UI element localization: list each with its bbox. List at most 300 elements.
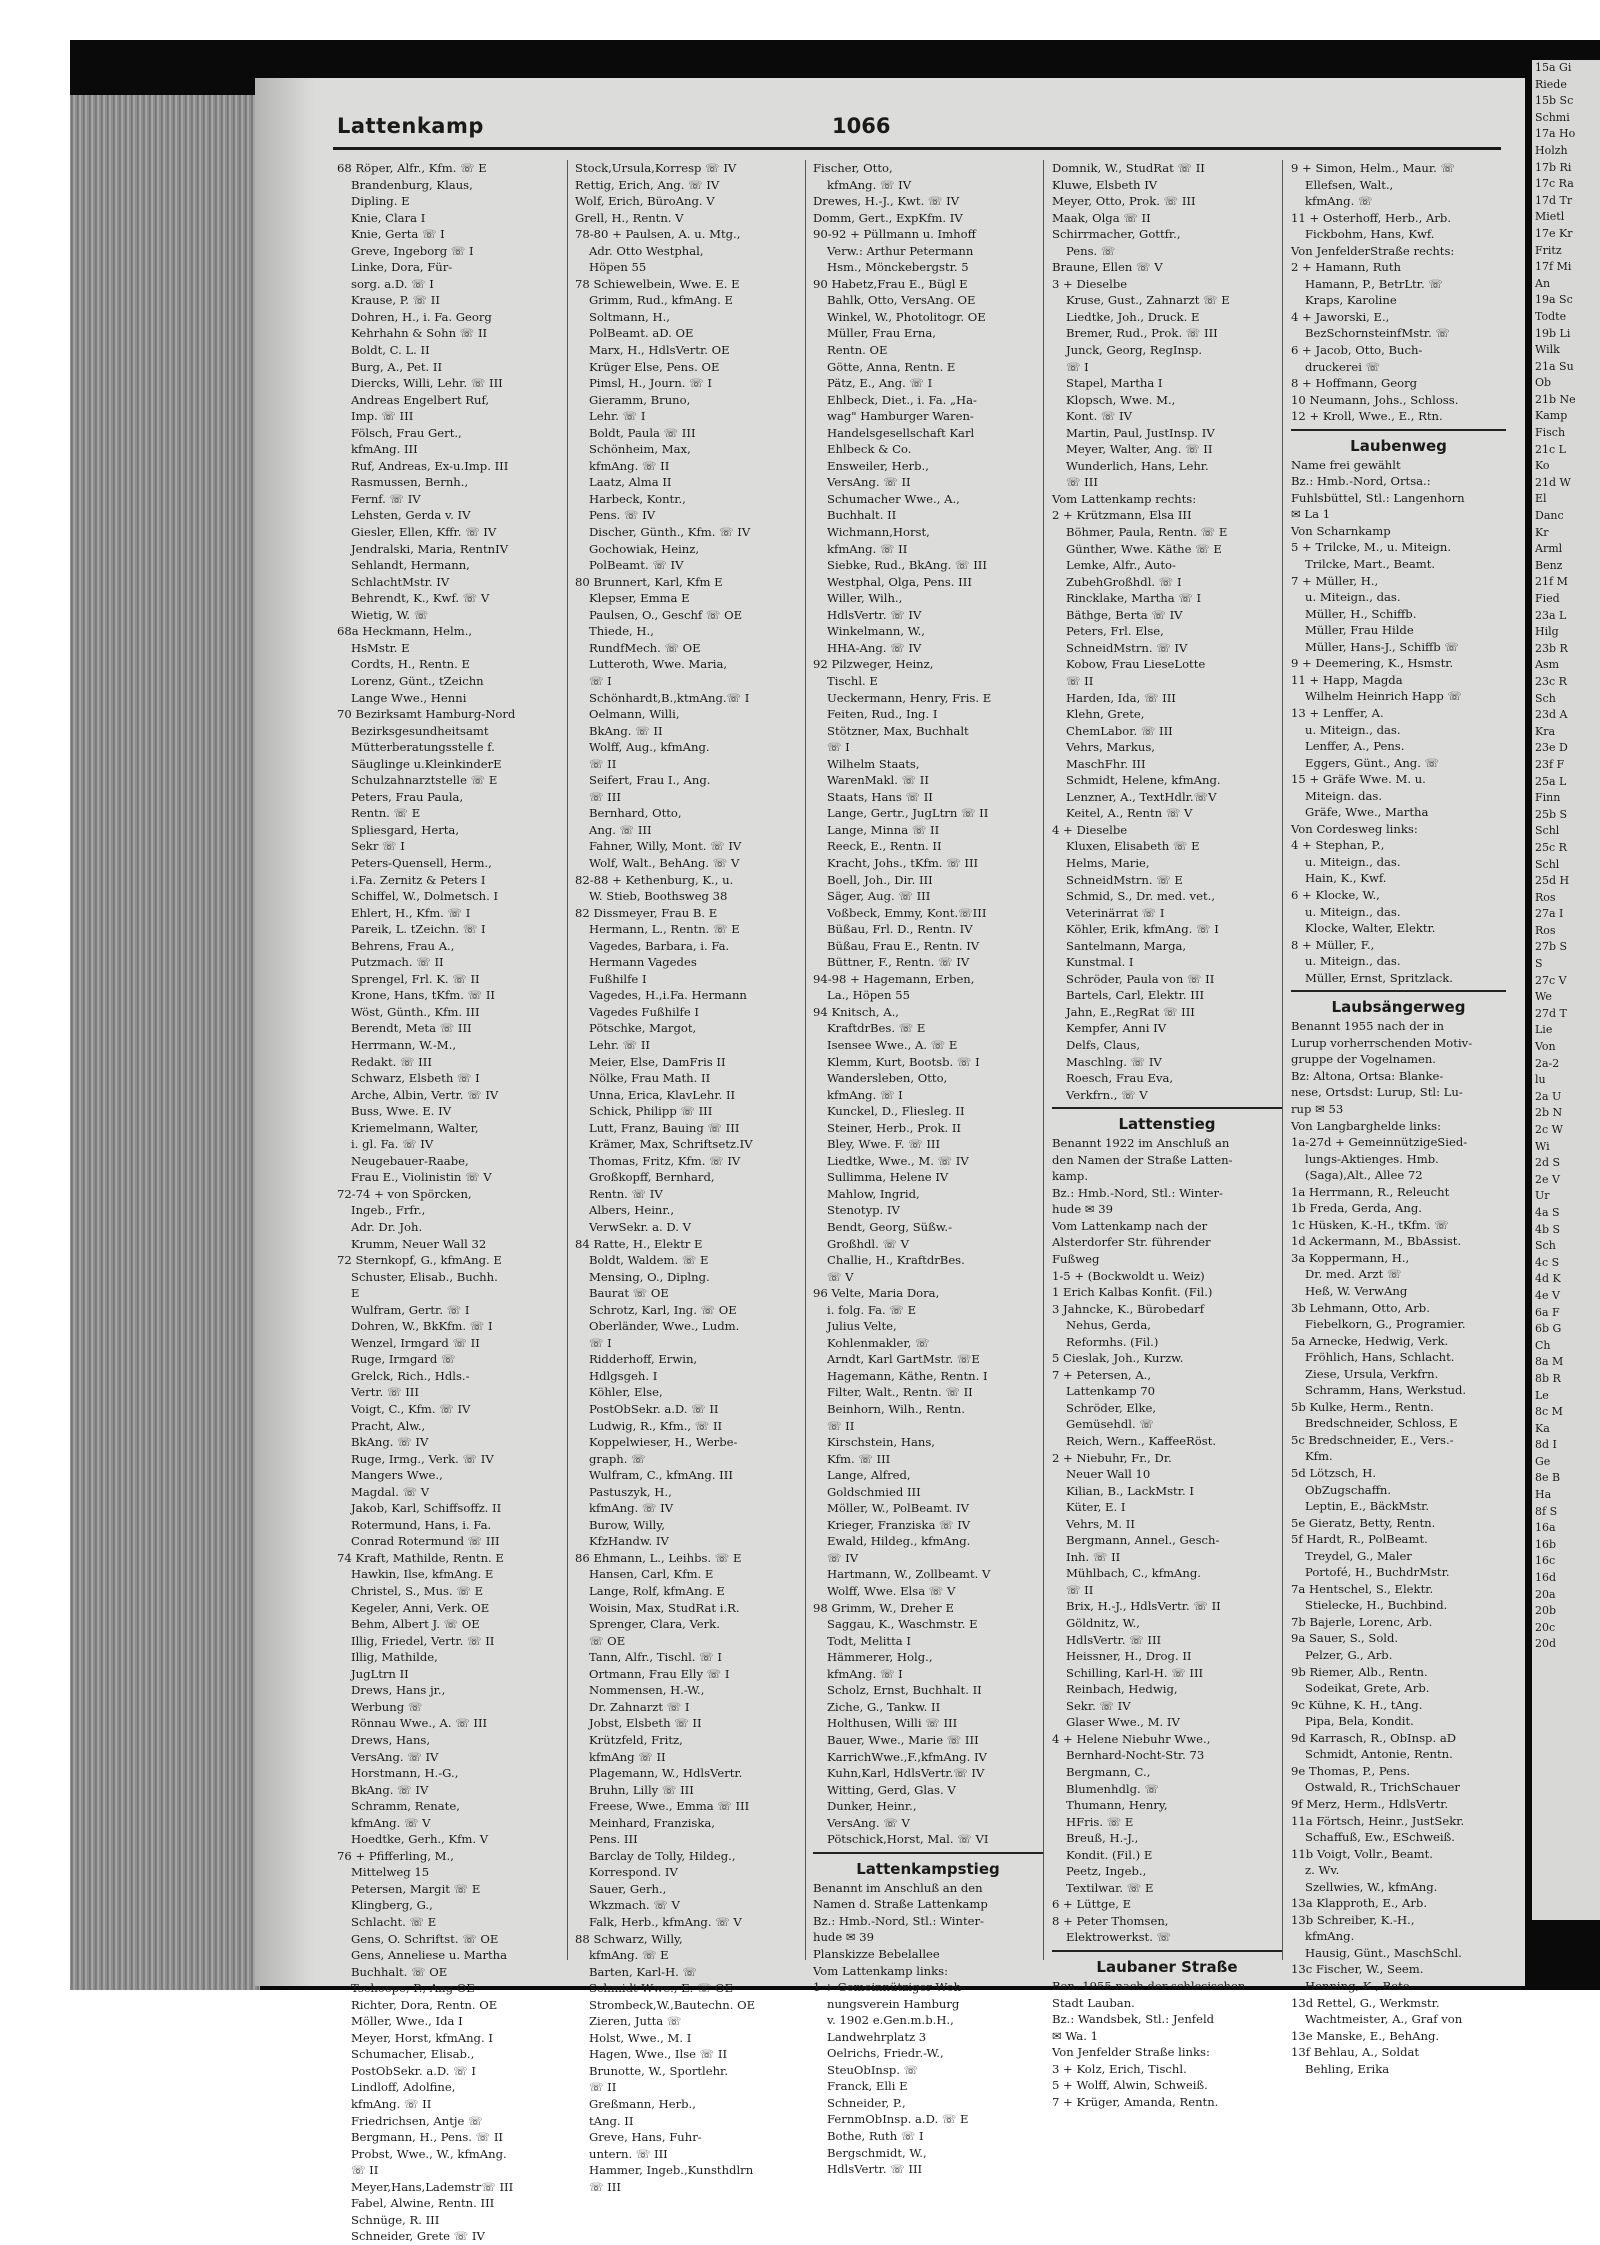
directory-entry: Oelmann, Willi, bbox=[589, 707, 680, 722]
directory-entry: Linke, Dora, Für- bbox=[351, 260, 453, 275]
directory-entry: Unna, Erica, KlavLehr. II bbox=[589, 1087, 736, 1102]
next-page-fragment: 16a bbox=[1535, 1521, 1556, 1535]
directory-entry: Spliesgard, Herta, bbox=[351, 822, 460, 837]
next-page-fragment: Schmi bbox=[1535, 110, 1570, 124]
next-page-fragment: 25d H bbox=[1535, 874, 1570, 888]
street-entry: 3a Koppermann, H., bbox=[1291, 1250, 1410, 1265]
directory-entry: Greve, Hans, Fuhr- bbox=[589, 2130, 702, 2145]
next-page-fragment: Riede bbox=[1535, 77, 1567, 91]
directory-entry: Behm, Albert J. ☏ OE bbox=[351, 1617, 480, 1632]
directory-entry: Willer, Wilh., bbox=[827, 591, 903, 606]
directory-entry: ☏ II bbox=[827, 1418, 855, 1433]
directory-entry: Krützfeld, Fritz, bbox=[589, 1732, 683, 1747]
street-entry: 9a Sauer, S., Sold. bbox=[1291, 1631, 1399, 1646]
next-page-fragment: 20c bbox=[1535, 1620, 1556, 1634]
street-section bbox=[1052, 1950, 1282, 2110]
street-title: Laubsängerweg bbox=[1331, 998, 1466, 1017]
street-entry: Pipa, Bela, Kondit. bbox=[1305, 1714, 1414, 1729]
directory-entry: Martin, Paul, JustInsp. IV bbox=[1066, 425, 1215, 440]
directory-entry: 76 + Pfifferling, M., bbox=[337, 1848, 454, 1863]
directory-entry: Hsm., Mönckebergstr. 5 bbox=[827, 260, 969, 275]
street-entry: Bz: Altona, Ortsa: Blanke- bbox=[1291, 1068, 1444, 1083]
street-entry: Gräfe, Wwe., Martha bbox=[1305, 805, 1429, 820]
next-page-fragment: 19a Sc bbox=[1535, 293, 1573, 307]
directory-entry: ☏ II bbox=[589, 2080, 617, 2095]
directory-entry: Wolf, Walt., BehAng. ☏ V bbox=[589, 855, 740, 870]
directory-entry: Siebke, Rud., BkAng. ☏ III bbox=[827, 558, 987, 573]
directory-entry: 10 Neumann, Johs., Schloss. bbox=[1291, 392, 1459, 407]
next-page-fragment: An bbox=[1535, 276, 1551, 290]
directory-entry: Neugebauer-Raabe, bbox=[351, 1153, 469, 1168]
street-entry: 13d Rettel, G., Werkmstr. bbox=[1291, 1995, 1440, 2010]
directory-entry: kfmAng. ☏ I bbox=[827, 1087, 903, 1102]
next-page-fragment: Wilk bbox=[1535, 343, 1560, 357]
street-entry: 8 + Müller, F., bbox=[1291, 937, 1375, 952]
street-entry: 7b Bajerle, Lorenc, Arb. bbox=[1291, 1614, 1433, 1629]
street-entry: ✉ La 1 bbox=[1291, 507, 1331, 522]
directory-entry: Schröder, Paula von ☏ II bbox=[1066, 971, 1215, 986]
next-page-fragment: 8c M bbox=[1535, 1405, 1563, 1419]
street-entry: 3 Jahncke, K., Bürobedarf bbox=[1052, 1301, 1204, 1316]
street-entry: Sodeikat, Grete, Arb. bbox=[1305, 1681, 1430, 1696]
directory-entry: Lutteroth, Wwe. Maria, bbox=[589, 657, 728, 672]
street-entry: Thumann, Henry, bbox=[1066, 1798, 1168, 1813]
directory-entry: Pätz, E., Ang. ☏ I bbox=[827, 376, 933, 391]
next-page-fragment: 17d Tr bbox=[1535, 193, 1573, 207]
street-entry: Schmidt, Antonie, Rentn. bbox=[1305, 1747, 1453, 1762]
street-entry: Treydel, G., Maler bbox=[1305, 1548, 1412, 1563]
directory-entry: i. folg. Fa. ☏ E bbox=[827, 1302, 917, 1317]
directory-entry: Baurat ☏ OE bbox=[589, 1286, 669, 1301]
next-page-fragment: 20a bbox=[1535, 1587, 1556, 1601]
directory-entry: i. gl. Fa. ☏ IV bbox=[351, 1137, 434, 1152]
street-entry: 1 + Gemeinnütziger Woh- bbox=[813, 1980, 966, 1995]
directory-entry: Hartmann, W., Zollbeamt. V bbox=[827, 1567, 991, 1582]
next-page-fragment: 2b N bbox=[1535, 1106, 1563, 1120]
directory-entry: Wandersleben, Otto, bbox=[827, 1071, 948, 1086]
directory-entry: ☏ III bbox=[589, 2179, 621, 2194]
directory-entry: ☏ II bbox=[589, 756, 617, 771]
directory-entry: Behrendt, K., Kwf. ☏ V bbox=[351, 591, 490, 606]
next-page-fragment: 23f F bbox=[1535, 757, 1565, 771]
directory-entry: Albers, Heinr., bbox=[589, 1203, 675, 1218]
directory-entry: Discher, Günth., Kfm. ☏ IV bbox=[589, 525, 751, 540]
directory-entry: ☏ V bbox=[827, 1269, 854, 1284]
directory-entry: Mangers Wwe., bbox=[351, 1468, 443, 1483]
directory-entry: 68a Heckmann, Helm., bbox=[337, 624, 473, 639]
street-entry: Inh. ☏ II bbox=[1066, 1549, 1121, 1564]
street-entry: Vom Lattenkamp links: bbox=[813, 1963, 949, 1978]
directory-entry: Falk, Herb., kfmAng. ☏ V bbox=[589, 1914, 742, 1929]
street-section bbox=[1291, 990, 1506, 2077]
street-entry: Vom Lattenkamp nach der bbox=[1052, 1218, 1208, 1233]
directory-entry: W. Stieb, Boothsweg 38 bbox=[589, 889, 728, 904]
page-number: 1066 bbox=[832, 114, 891, 138]
street-entry: 6 + Klocke, W., bbox=[1291, 887, 1380, 902]
directory-entry: Seifert, Frau I., Ang. bbox=[589, 773, 711, 788]
directory-entry: Kriemelmann, Walter, bbox=[351, 1120, 479, 1135]
street-entry: Heissner, H., Drog. II bbox=[1066, 1649, 1192, 1664]
next-page-fragment: 4c S bbox=[1535, 1255, 1560, 1269]
directory-entry: Harden, Ida, ☏ III bbox=[1066, 690, 1176, 705]
directory-entry: Barclay de Tolly, Hildeg., bbox=[589, 1848, 736, 1863]
directory-entry: Fernf. ☏ IV bbox=[351, 491, 421, 506]
street-entry: Schaffuß, Ew., ESchweiß. bbox=[1305, 1830, 1455, 1845]
street-entry: Szellwies, W., kfmAng. bbox=[1305, 1879, 1438, 1894]
directory-entry: Berendt, Meta ☏ III bbox=[351, 1021, 472, 1036]
street-title: Laubaner Straße bbox=[1096, 1957, 1238, 1976]
directory-entry: Kegeler, Anni, Verk. OE bbox=[351, 1600, 490, 1615]
street-entry: Reich, Wern., KaffeeRöst. bbox=[1066, 1434, 1217, 1449]
directory-column-3 bbox=[813, 160, 1044, 2177]
directory-entry: Ruge, Irmgard ☏ bbox=[351, 1352, 456, 1367]
next-page-fragment: 2a U bbox=[1535, 1089, 1562, 1103]
directory-entry: Ingeb., Frfr., bbox=[351, 1203, 426, 1218]
directory-entry: Mütterberatungsstelle f. bbox=[351, 740, 495, 755]
directory-entry: Buchhalt. ☏ OE bbox=[351, 1964, 448, 1979]
directory-entry: Vagedes Fußhilfe I bbox=[589, 1004, 699, 1019]
directory-entry: Kluwe, Elsbeth IV bbox=[1052, 177, 1158, 192]
next-page-fragment: 4d K bbox=[1535, 1272, 1561, 1286]
directory-entry: HHA-Ang. ☏ IV bbox=[827, 640, 922, 655]
next-page-fragment: 15b Sc bbox=[1535, 94, 1574, 108]
directory-entry: ☏ IV bbox=[827, 1550, 859, 1565]
directory-entry: kfmAng. ☏ I bbox=[827, 1666, 903, 1681]
street-entry: Blumenhdlg. ☏ bbox=[1066, 1781, 1159, 1796]
directory-entry: Voßbeck, Emmy, Kont.☏III bbox=[827, 905, 987, 920]
directory-entry: Rentn. OE bbox=[827, 343, 888, 358]
street-entry: Lattenkamp 70 bbox=[1066, 1384, 1156, 1399]
next-page-fragment: Ge bbox=[1535, 1454, 1551, 1468]
directory-entry: Böhmer, Paula, Rentn. ☏ E bbox=[1066, 525, 1228, 540]
directory-entry: KfzHandw. IV bbox=[589, 1534, 669, 1549]
directory-entry: Bartels, Carl, Elektr. III bbox=[1066, 988, 1205, 1003]
directory-entry: Jakob, Karl, Schiffsoffz. II bbox=[351, 1501, 502, 1516]
next-page-fragment: 2a-2 bbox=[1535, 1056, 1560, 1070]
directory-entry: Bahlk, Otto, VersAng. OE bbox=[827, 293, 976, 308]
next-page-fragment: 25b S bbox=[1535, 807, 1568, 821]
directory-entry: Vagedes, H.,i.Fa. Hermann bbox=[589, 988, 747, 1003]
next-page-fragment: Schl bbox=[1535, 824, 1560, 838]
directory-entry: 8 + Hoffmann, Georg bbox=[1291, 376, 1418, 391]
directory-entry: Liedtke, Wwe., M. ☏ IV bbox=[827, 1153, 969, 1168]
directory-entry: Bezirksgesundheitsamt bbox=[351, 723, 489, 738]
directory-entry: Braune, Ellen ☏ V bbox=[1052, 260, 1163, 275]
directory-entry: Wulfram, Gertr. ☏ I bbox=[351, 1302, 470, 1317]
street-entry: Bz.: Hmb.-Nord, Ortsa.: bbox=[1291, 474, 1431, 489]
directory-entry: 74 Kraft, Mathilde, Rentn. E bbox=[337, 1550, 504, 1565]
street-entry: Schneider, P., bbox=[827, 2095, 906, 2110]
street-entry: Lenffer, A., Pens. bbox=[1305, 739, 1405, 754]
directory-entry: Ensweiler, Herb., bbox=[827, 458, 929, 473]
street-entry: Bergmann, Annel., Gesch- bbox=[1066, 1533, 1220, 1548]
next-page-fragment: Ko bbox=[1535, 459, 1550, 473]
directory-entry: 4 + Jaworski, E., bbox=[1291, 309, 1390, 324]
directory-entry: VersAng. ☏ IV bbox=[351, 1749, 439, 1764]
next-page-fragment: Asm bbox=[1535, 658, 1560, 672]
directory-entry: Jahn, E.,RegRat ☏ III bbox=[1066, 1004, 1195, 1019]
directory-entry: Kluxen, Elisabeth ☏ E bbox=[1066, 839, 1200, 854]
directory-entry: Winkelmann, W., bbox=[827, 624, 925, 639]
directory-entry: ☏ III bbox=[1066, 475, 1098, 490]
street-entry: Fußweg bbox=[1052, 1252, 1100, 1266]
directory-entry: Krieger, Franziska ☏ IV bbox=[827, 1517, 971, 1532]
next-page-fragment: lu bbox=[1535, 1073, 1546, 1087]
directory-entry: Köhler, Else, bbox=[589, 1385, 663, 1400]
next-page-fragment: Fritz bbox=[1535, 243, 1562, 257]
directory-entry: 6 + Jacob, Otto, Buch- bbox=[1291, 343, 1423, 358]
directory-entry: Jobst, Elsbeth ☏ II bbox=[589, 1716, 702, 1731]
directory-entry: Bley, Wwe. F. ☏ III bbox=[827, 1137, 941, 1152]
directory-page bbox=[255, 78, 1525, 2244]
directory-column-4 bbox=[1052, 160, 1283, 2109]
directory-entry: Bergmann, H., Pens. ☏ II bbox=[351, 2130, 503, 2145]
directory-entry: Bauer, Wwe., Marie ☏ III bbox=[827, 1732, 979, 1747]
street-entry: Alsterdorfer Str. führender bbox=[1052, 1235, 1211, 1250]
directory-entry: Kont. ☏ IV bbox=[1066, 409, 1132, 424]
directory-entry: Grell, H., Rentn. V bbox=[575, 210, 684, 225]
street-entry: 7a Hentschel, S., Elektr. bbox=[1291, 1581, 1434, 1596]
directory-entry: KarrichWwe.,F.,kfmAng. IV bbox=[827, 1749, 987, 1764]
directory-entry: SchlachtMstr. IV bbox=[351, 574, 450, 589]
directory-entry: PostObSekr. a.D. ☏ II bbox=[589, 1402, 719, 1417]
street-entry: HdlsVertr. ☏ III bbox=[827, 2162, 923, 2177]
directory-entry: 72-74 + von Spörcken, bbox=[337, 1186, 472, 1201]
directory-entry: Vertr. ☏ III bbox=[351, 1385, 419, 1400]
street-entry: Von Langbarghelde links: bbox=[1291, 1118, 1442, 1133]
next-page-fragment: Fisch bbox=[1535, 426, 1566, 440]
directory-entry: Dohren, W., BkKfm. ☏ I bbox=[351, 1319, 493, 1334]
directory-column-2 bbox=[575, 160, 806, 2194]
directory-entry: kfmAng ☏ II bbox=[589, 1749, 666, 1764]
directory-entry: PolBeamt. ☏ IV bbox=[589, 558, 684, 573]
next-page-fragment: 8a M bbox=[1535, 1355, 1564, 1369]
street-entry: 13c Fischer, W., Seem. bbox=[1291, 1962, 1424, 1977]
street-entry: Kfm. bbox=[1305, 1449, 1333, 1464]
directory-entry: La., Höpen 55 bbox=[827, 988, 910, 1003]
directory-entry: Laatz, Alma II bbox=[589, 475, 672, 490]
directory-entry: Pötschick,Horst, Mal. ☏ VI bbox=[827, 1832, 989, 1847]
directory-entry: Diercks, Willi, Lehr. ☏ III bbox=[351, 376, 503, 391]
directory-entry: Saggau, K., Waschmstr. E bbox=[827, 1617, 978, 1632]
directory-entry: Barten, Karl-H. ☏ bbox=[589, 1964, 698, 1979]
directory-entry: Frau E., Violinistin ☏ V bbox=[351, 1170, 492, 1185]
directory-entry: Peters, Frau Paula, bbox=[351, 789, 464, 804]
directory-entry: Westphal, Olga, Pens. III bbox=[827, 574, 972, 589]
directory-entry: Lenzner, A., TextHdlr.☏V bbox=[1066, 789, 1217, 804]
directory-entry: Pareik, L. tZeichn. ☏ I bbox=[351, 922, 486, 937]
next-page-fragment: 17e Kr bbox=[1535, 226, 1573, 240]
directory-entry: Schuster, Elisab., Buchh. bbox=[351, 1269, 498, 1284]
street-entry: Kondit. (Fil.) E bbox=[1066, 1847, 1153, 1862]
book-page-edges bbox=[70, 95, 260, 1990]
street-entry: Ostwald, R., TrichSchauer bbox=[1305, 1780, 1460, 1795]
street-entry: Portofé, H., BuchdrMstr. bbox=[1305, 1565, 1450, 1580]
directory-entry: Dohren, H., i. Fa. Georg bbox=[351, 309, 492, 324]
street-entry: 3b Lehmann, Otto, Arb. bbox=[1291, 1300, 1430, 1315]
directory-entry: Feiten, Rud., Ing. I bbox=[827, 707, 938, 722]
directory-entry: Meyer,Hans,Lademstr☏ III bbox=[351, 2179, 514, 2194]
directory-entry: Klehn, Grete, bbox=[1066, 707, 1145, 722]
street-entry: 5f Hardt, R., PolBeamt. bbox=[1291, 1532, 1428, 1547]
directory-entry: Korrespond. IV bbox=[589, 1865, 678, 1880]
directory-entry: Giesler, Ellen, Kffr. ☏ IV bbox=[351, 525, 497, 540]
street-entry: HdlsVertr. ☏ III bbox=[1066, 1632, 1162, 1647]
directory-entry: Ewald, Hildeg., kfmAng. bbox=[827, 1534, 971, 1549]
directory-entry: Maschlng. ☏ IV bbox=[1066, 1054, 1162, 1069]
directory-entry: kfmAng. ☏ E bbox=[589, 1948, 669, 1963]
directory-entry: Harbeck, Kontr., bbox=[589, 491, 686, 506]
directory-entry: Nölke, Frau Math. II bbox=[589, 1071, 711, 1086]
directory-entry: Gens, Anneliese u. Martha bbox=[351, 1948, 508, 1963]
street-entry: Hain, K., Kwf. bbox=[1305, 871, 1387, 886]
directory-entry: Filter, Walt., Rentn. ☏ II bbox=[827, 1385, 973, 1400]
directory-entry: Stapel, Martha I bbox=[1066, 376, 1163, 391]
street-entry: Dr. med. Arzt ☏ bbox=[1305, 1267, 1402, 1282]
directory-entry: Werbung ☏ bbox=[351, 1699, 423, 1714]
next-page-fragment: Ka bbox=[1535, 1421, 1550, 1435]
next-page-fragment: 23d A bbox=[1535, 708, 1568, 722]
street-entry: FernmObInsp. a.D. ☏ E bbox=[827, 2112, 969, 2127]
street-entry: Stadt Lauban. bbox=[1052, 1995, 1135, 2010]
next-page-fragment: Von bbox=[1535, 1040, 1556, 1054]
directory-entry: Wolf, Erich, BüroAng. V bbox=[575, 194, 715, 209]
directory-entry: kfmAng. ☏ IV bbox=[827, 177, 912, 192]
street-entry: kfmAng. bbox=[1305, 1929, 1355, 1944]
street-entry: Müller, Hans-J., Schiffb ☏ bbox=[1305, 639, 1459, 654]
next-page-fragment: 25a L bbox=[1535, 774, 1567, 788]
street-entry: den Namen der Straße Latten- bbox=[1052, 1152, 1233, 1167]
directory-entry: ☏ III bbox=[589, 789, 621, 804]
directory-entry: Fischer, Otto, bbox=[813, 161, 893, 175]
street-entry: 1d Ackermann, M., BbAssist. bbox=[1291, 1234, 1462, 1249]
directory-entry: Lehsten, Gerda v. IV bbox=[351, 508, 471, 523]
street-entry: Von Jenfelder Straße links: bbox=[1052, 2045, 1210, 2060]
directory-entry: 72 Sternkopf, G., kfmAng. E bbox=[337, 1253, 502, 1268]
directory-entry: Bendt, Georg, Süßw.- bbox=[827, 1220, 953, 1234]
directory-entry: Veterinärrat ☏ I bbox=[1066, 905, 1165, 920]
street-entry: Oelrichs, Friedr.-W., bbox=[827, 2046, 944, 2061]
next-page-fragment: Benz bbox=[1535, 558, 1563, 572]
next-page-fragment: 27c V bbox=[1535, 973, 1567, 987]
street-entry: 5 + Wolff, Alwin, Schweiß. bbox=[1052, 2078, 1208, 2093]
directory-entry: Peters, Frl. Else, bbox=[1066, 624, 1164, 639]
street-entry: 1-5 + (Bockwoldt u. Weiz) bbox=[1052, 1268, 1205, 1283]
directory-entry: Pens. III bbox=[589, 1832, 638, 1847]
directory-entry: Beinhorn, Wilh., Rentn. bbox=[827, 1402, 965, 1417]
directory-entry: 90 Habetz,Frau E., Bügl E bbox=[813, 276, 968, 291]
next-page-fragment: 27d T bbox=[1535, 1006, 1567, 1020]
directory-entry: Ziche, G., Tankw. II bbox=[827, 1699, 941, 1714]
directory-entry: Lange, Minna ☏ II bbox=[827, 822, 940, 837]
directory-entry: Greßmann, Herb., bbox=[589, 2096, 696, 2111]
page-header bbox=[337, 114, 1502, 146]
street-entry: Kilian, B., LackMstr. I bbox=[1066, 1483, 1194, 1498]
directory-entry: Lehr. ☏ I bbox=[589, 409, 646, 424]
directory-entry: Dipling. E bbox=[351, 194, 410, 209]
street-entry: ✉ Wa. 1 bbox=[1052, 2028, 1098, 2043]
street-entry: 5c Bredschneider, E., Vers.- bbox=[1291, 1432, 1454, 1447]
directory-entry: Drews, Hans, bbox=[351, 1732, 431, 1747]
street-entry: hude ✉ 39 bbox=[1052, 1202, 1114, 1217]
directory-entry: Stötzner, Max, Buchhalt bbox=[827, 723, 969, 738]
street-entry: 13e Manske, E., BehAng. bbox=[1291, 2028, 1440, 2043]
next-page-fragment: 21b Ne bbox=[1535, 392, 1576, 406]
directory-entry: Rasmussen, Bernh., bbox=[351, 475, 469, 490]
next-page-fragment: 19b Li bbox=[1535, 326, 1571, 340]
directory-entry: Pötschke, Margot, bbox=[589, 1021, 697, 1036]
street-entry: nungsverein Hamburg bbox=[827, 1996, 960, 2011]
directory-entry: VersAng. ☏ V bbox=[827, 1815, 910, 1830]
street-entry: Fiebelkorn, G., Programier. bbox=[1305, 1317, 1466, 1332]
next-page-fragment: Kamp bbox=[1535, 409, 1568, 423]
street-entry: 9c Kühne, K. H., tAng. bbox=[1291, 1697, 1423, 1712]
directory-entry: Kunstmal. I bbox=[1066, 955, 1134, 970]
directory-entry: Verkfrn., ☏ V bbox=[1066, 1087, 1148, 1102]
directory-entry: Müller, Frau Erna, bbox=[827, 326, 936, 341]
street-entry: 13f Behlau, A., Soldat bbox=[1291, 2045, 1420, 2060]
directory-entry: 2 + Krützmann, Elsa III bbox=[1052, 508, 1192, 523]
next-page-fragment: 23a L bbox=[1535, 608, 1567, 622]
street-entry: gruppe der Vogelnamen. bbox=[1291, 1052, 1436, 1067]
directory-entry: Wolff, Aug., kfmAng. bbox=[589, 740, 710, 755]
street-entry: Mühlbach, C., kfmAng. bbox=[1066, 1566, 1201, 1581]
street-entry: 9 + Deemering, K., Hsmstr. bbox=[1291, 656, 1454, 671]
directory-entry: Gochowiak, Heinz, bbox=[589, 541, 700, 556]
directory-entry: Drews, Hans jr., bbox=[351, 1683, 446, 1698]
street-entry: 13a Klapproth, E., Arb. bbox=[1291, 1896, 1428, 1911]
street-entry: Reinbach, Hedwig, bbox=[1066, 1682, 1178, 1697]
directory-entry: Fickbohm, Hans, Kwf. bbox=[1305, 227, 1435, 242]
street-entry: Bredschneider, Schloss, E bbox=[1305, 1416, 1458, 1431]
directory-entry: Putzmach. ☏ II bbox=[351, 955, 444, 970]
directory-entry: Verw.: Arthur Petermann bbox=[827, 243, 974, 258]
street-entry: Elektrowerkst. ☏ bbox=[1066, 1930, 1172, 1945]
directory-entry: Sprengel, Frl. K. ☏ II bbox=[351, 971, 480, 986]
street-entry: 7 + Müller, H., bbox=[1291, 573, 1379, 588]
directory-entry: Vehrs, Markus, bbox=[1066, 740, 1155, 755]
directory-entry: Bremer, Rud., Prok. ☏ III bbox=[1066, 326, 1218, 341]
directory-entry: Vagedes, Barbara, i. Fa. bbox=[589, 938, 730, 953]
directory-entry: Säuglinge u.KleinkinderE bbox=[351, 756, 502, 771]
directory-entry: 80 Brunnert, Karl, Kfm E bbox=[575, 574, 723, 589]
directory-entry: sorg. a.D. ☏ I bbox=[351, 276, 434, 291]
directory-entry: Büßau, Frau E., Rentn. IV bbox=[827, 938, 980, 953]
next-page-fragment: Sch bbox=[1535, 691, 1556, 705]
directory-entry: Mittelweg 15 bbox=[351, 1865, 430, 1880]
street-entry: 9b Riemer, Alb., Rentn. bbox=[1291, 1664, 1428, 1679]
directory-entry: KraftdrBes. ☏ E bbox=[827, 1021, 926, 1036]
directory-entry: kfmAng. ☏ V bbox=[351, 1815, 431, 1830]
directory-entry: Marx, H., HdlsVertr. OE bbox=[589, 343, 730, 358]
directory-entry: JugLtrn II bbox=[351, 1666, 409, 1681]
directory-entry: Schönheim, Max, bbox=[589, 442, 691, 457]
directory-entry: Horstmann, H.-G., bbox=[351, 1766, 459, 1781]
street-entry: 5d Lötzsch, H. bbox=[1291, 1466, 1377, 1481]
directory-entry: Boell, Joh., Dir. III bbox=[827, 872, 933, 887]
directory-entry: Schönhardt,B.,ktmAng.☏ I bbox=[589, 690, 750, 705]
directory-entry: Todt, Melitta I bbox=[827, 1633, 911, 1648]
street-entry: Henning, K., Bote bbox=[1305, 1978, 1410, 1993]
directory-entry: Höpen 55 bbox=[589, 260, 647, 275]
next-page-fragment: Holzh bbox=[1535, 143, 1568, 157]
next-page-fragment: 21f M bbox=[1535, 575, 1568, 589]
street-entry: 13 + Lenffer, A. bbox=[1291, 705, 1384, 720]
directory-entry: Cordts, H., Rentn. E bbox=[351, 657, 470, 672]
directory-entry: RundfMech. ☏ OE bbox=[589, 640, 701, 655]
directory-entry: Hammer, Ingeb.,Kunsthdlrn bbox=[589, 2163, 754, 2178]
directory-entry: Holst, Wwe., M. I bbox=[589, 2030, 692, 2045]
